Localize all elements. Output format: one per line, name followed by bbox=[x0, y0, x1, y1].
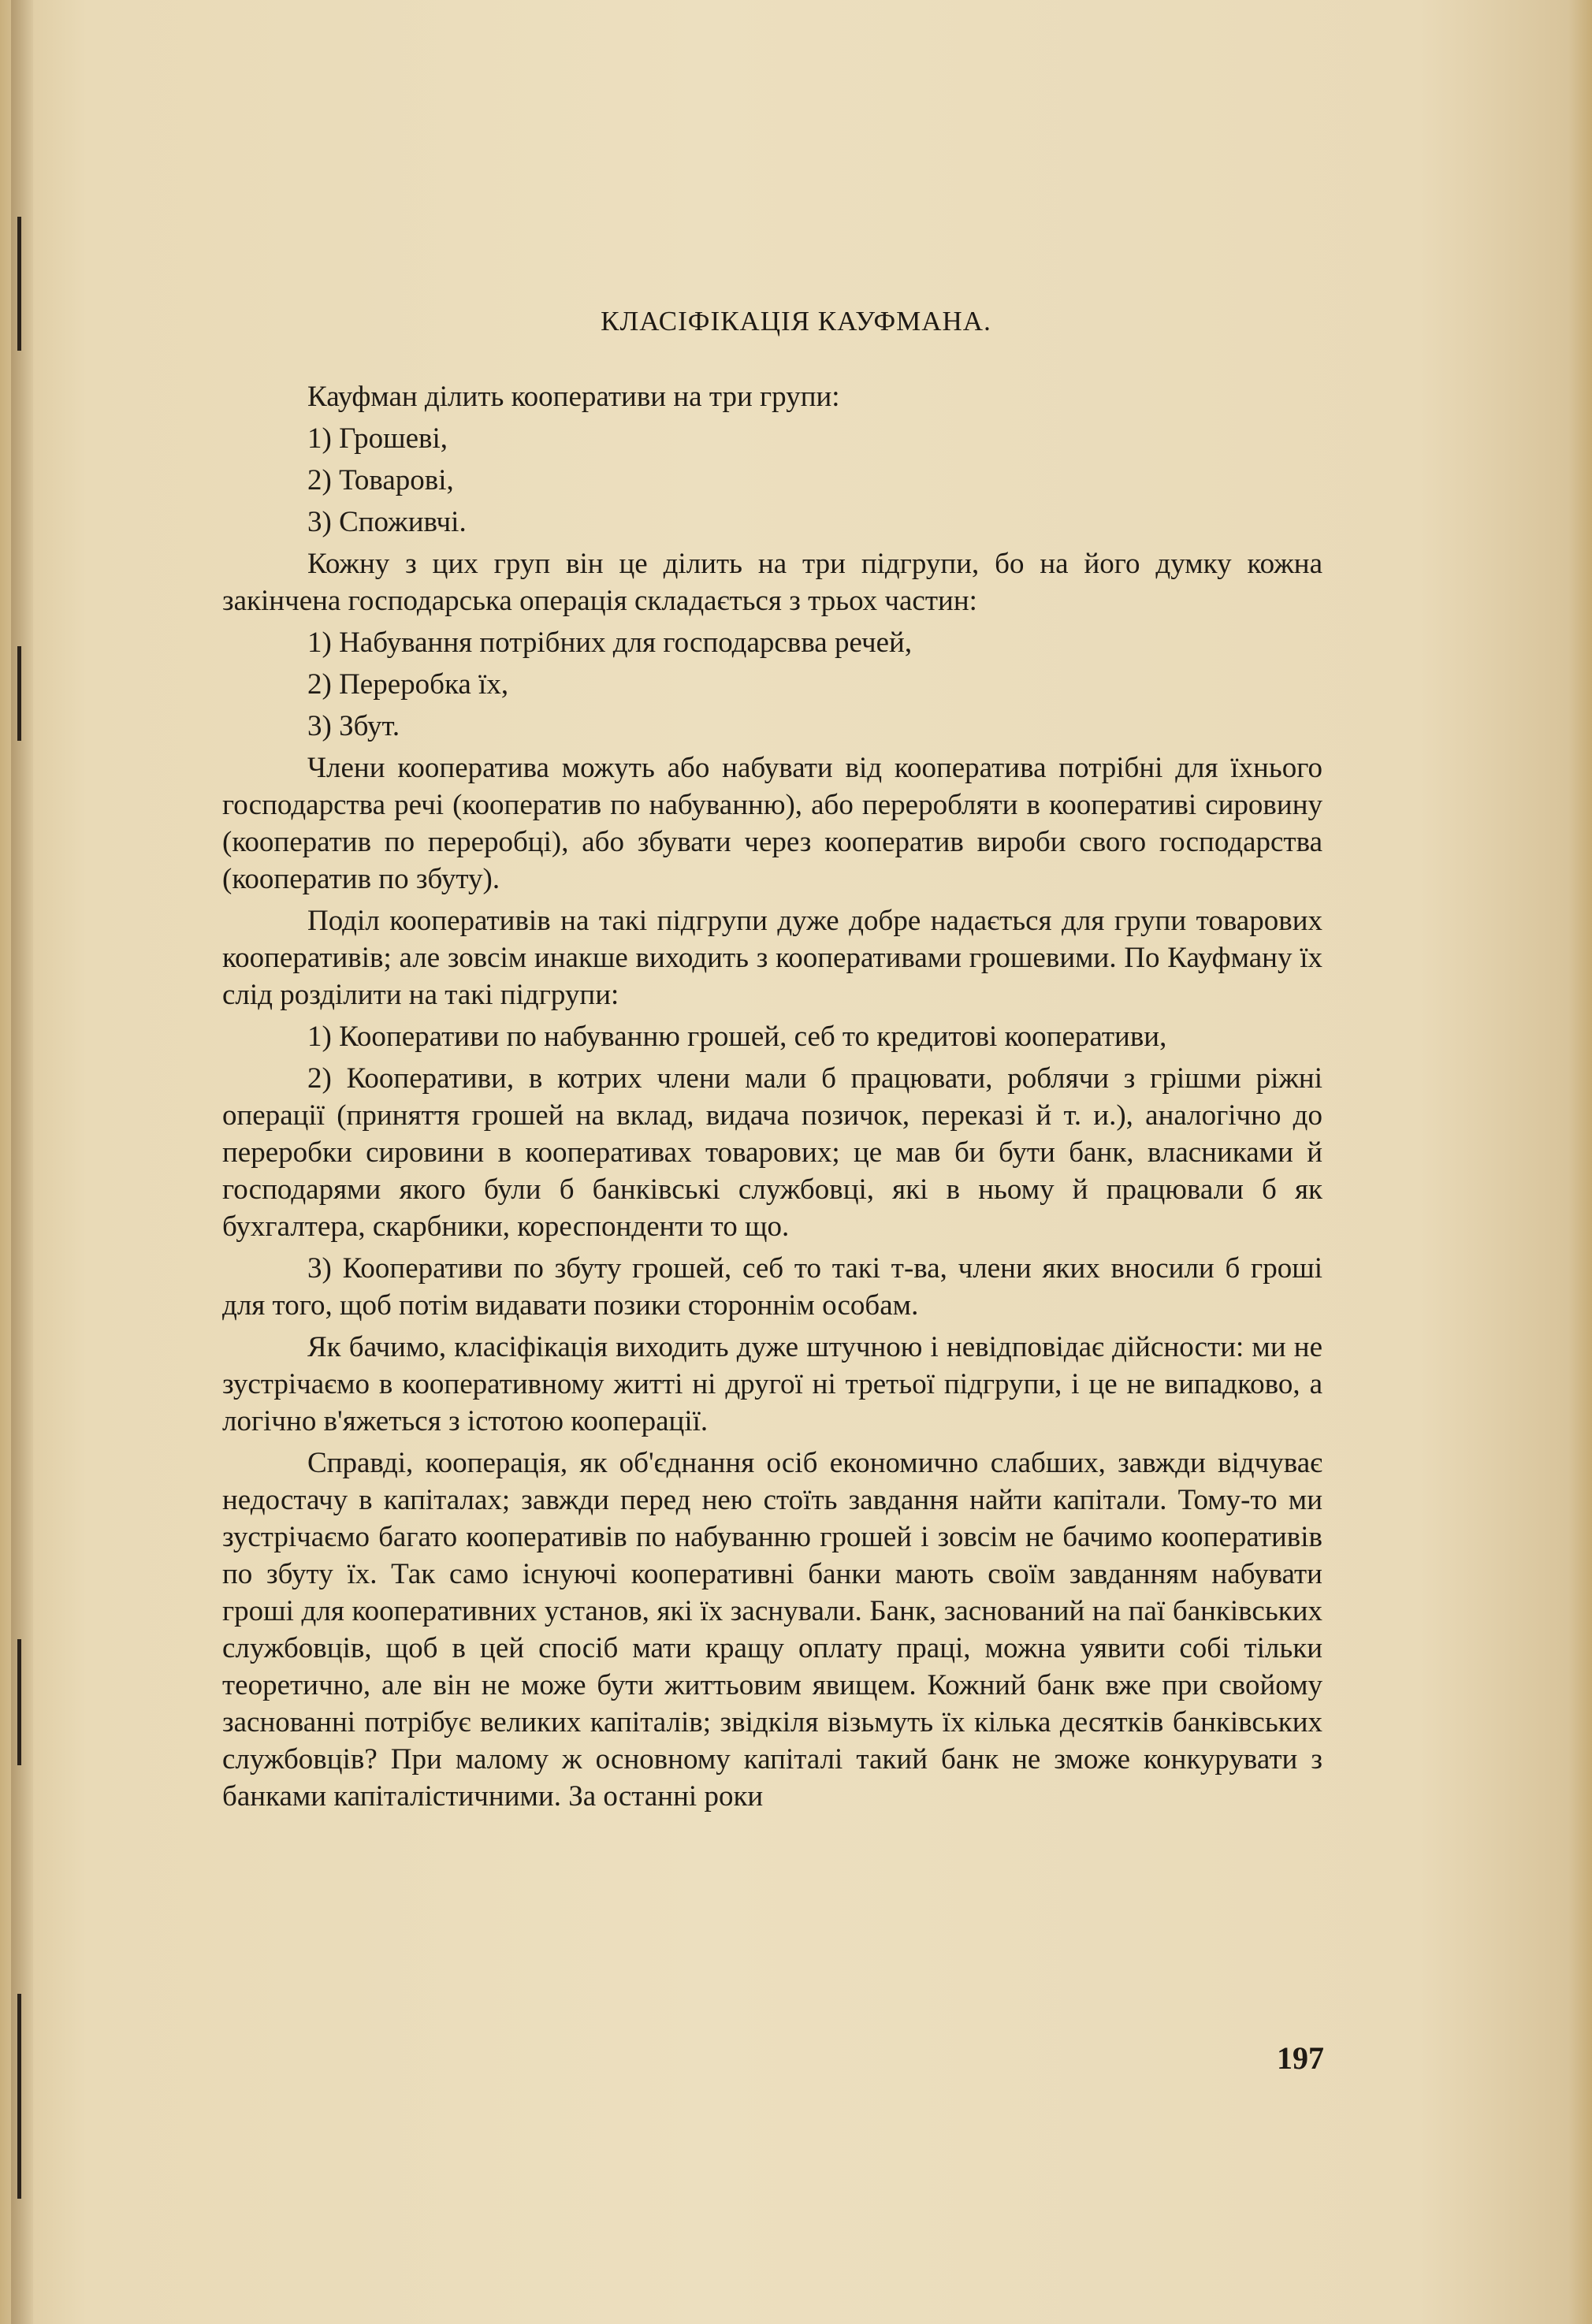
paragraph: 3) Кооперативи по збуту грошей, себ то такі т-ва, члени яких вносили б гроші для того, щоб потім видавати позики стороннім особам. bbox=[222, 1252, 1322, 1322]
chapter-title: КЛАСІФІКАЦІЯ КАУФМАНА. bbox=[601, 306, 991, 337]
list-item: 1) Набування потрібних для господарсвва речей, bbox=[307, 627, 913, 659]
page-number: 197 bbox=[1277, 2040, 1324, 2076]
margin-mark bbox=[17, 1994, 21, 2199]
paragraph: 2) Кооперативи, в котрих члени мали б працювати, роблячи з грішми ріжні операції (приняття грошей на вклад, видача позичок, переказі й т. и.), аналогічно до переробки сировини в кооперативах товарових; це мав би бути банк, власниками й господарями якого були б банківські службовці, які в ньому й працювали б як бухгалтера, скарбники, кореспонденти то що. bbox=[222, 1062, 1322, 1243]
list-item: 3) Збут. bbox=[307, 710, 400, 742]
list-item: 3) Споживчі. bbox=[307, 506, 467, 538]
paragraph: Як бачимо, класіфікація виходить дуже штучною і невідповідає дійсности: ми не зустрічаємо в кооперативному житті ні другої ні третьої підгрупи, і це не випадково, а логічно в'яжеться з істотою кооперації. bbox=[222, 1331, 1322, 1437]
paragraph: 1) Кооперативи по набуванню грошей, себ то кредитові кооперативи, bbox=[307, 1021, 1167, 1053]
list-item: 1) Грошеві, bbox=[307, 422, 448, 455]
paragraph: Кауфман ділить кооперативи на три групи: bbox=[307, 381, 840, 413]
paragraph: Поділ кооперативів на такі підгрупи дуже добре надається для групи товарових кооперативів; але зовсім инакше виходить з кооперативами грошевими. По Кауфману їх слід розділити на такі підгрупи: bbox=[222, 905, 1322, 1011]
paragraph: Члени кооператива можуть або набувати від кооператива потрібні для їхнього господарства речі (кооператив по набуванню), або переробляти в кооперативі сировину (кооператив по переробці), або збувати через кооператив вироби свого господарства (кооператив по збуту). bbox=[222, 752, 1322, 895]
margin-mark bbox=[17, 1639, 21, 1765]
page-binding-shadow bbox=[11, 0, 33, 2324]
body-text bbox=[222, 378, 1322, 1820]
list-item: 2) Переробка їх, bbox=[307, 668, 509, 701]
margin-mark bbox=[17, 646, 21, 741]
list-item: 2) Товарові, bbox=[307, 464, 454, 496]
paragraph: Кожну з цих груп він це ділить на три підгрупи, бо на його думку кожна закінчена господарська операція складається з трьох частин: bbox=[222, 548, 1322, 617]
paragraph: Справді, кооперація, як об'єднання осіб економично слабших, завжди відчуває недостачу в капіталах; завжди перед нею стоїть завдання найти капітали. Тому-то ми зустрічаємо багато кооперативів по набуванню грошей і зовсім не бачимо кооперативів по збуту їх. Так само існуючі кооперативні банки мають своїм завданням набувати гроші для кооперативних установ, які їх заснували. Банк, заснований на паї банківських службовців, щоб в цей спосіб мати кращу оплату праці, можна уявити собі тільки теоретично, але він не може бути життьовим явищем. Кожний банк вже при свойому заснованні потрібує великих капіталів; звідкіля візьмуть їх кілька десятків банківських службовців? При малому ж основному капіталі такий банк не зможе конкурувати з банками капіталістичними. За останні роки bbox=[222, 1447, 1322, 1813]
